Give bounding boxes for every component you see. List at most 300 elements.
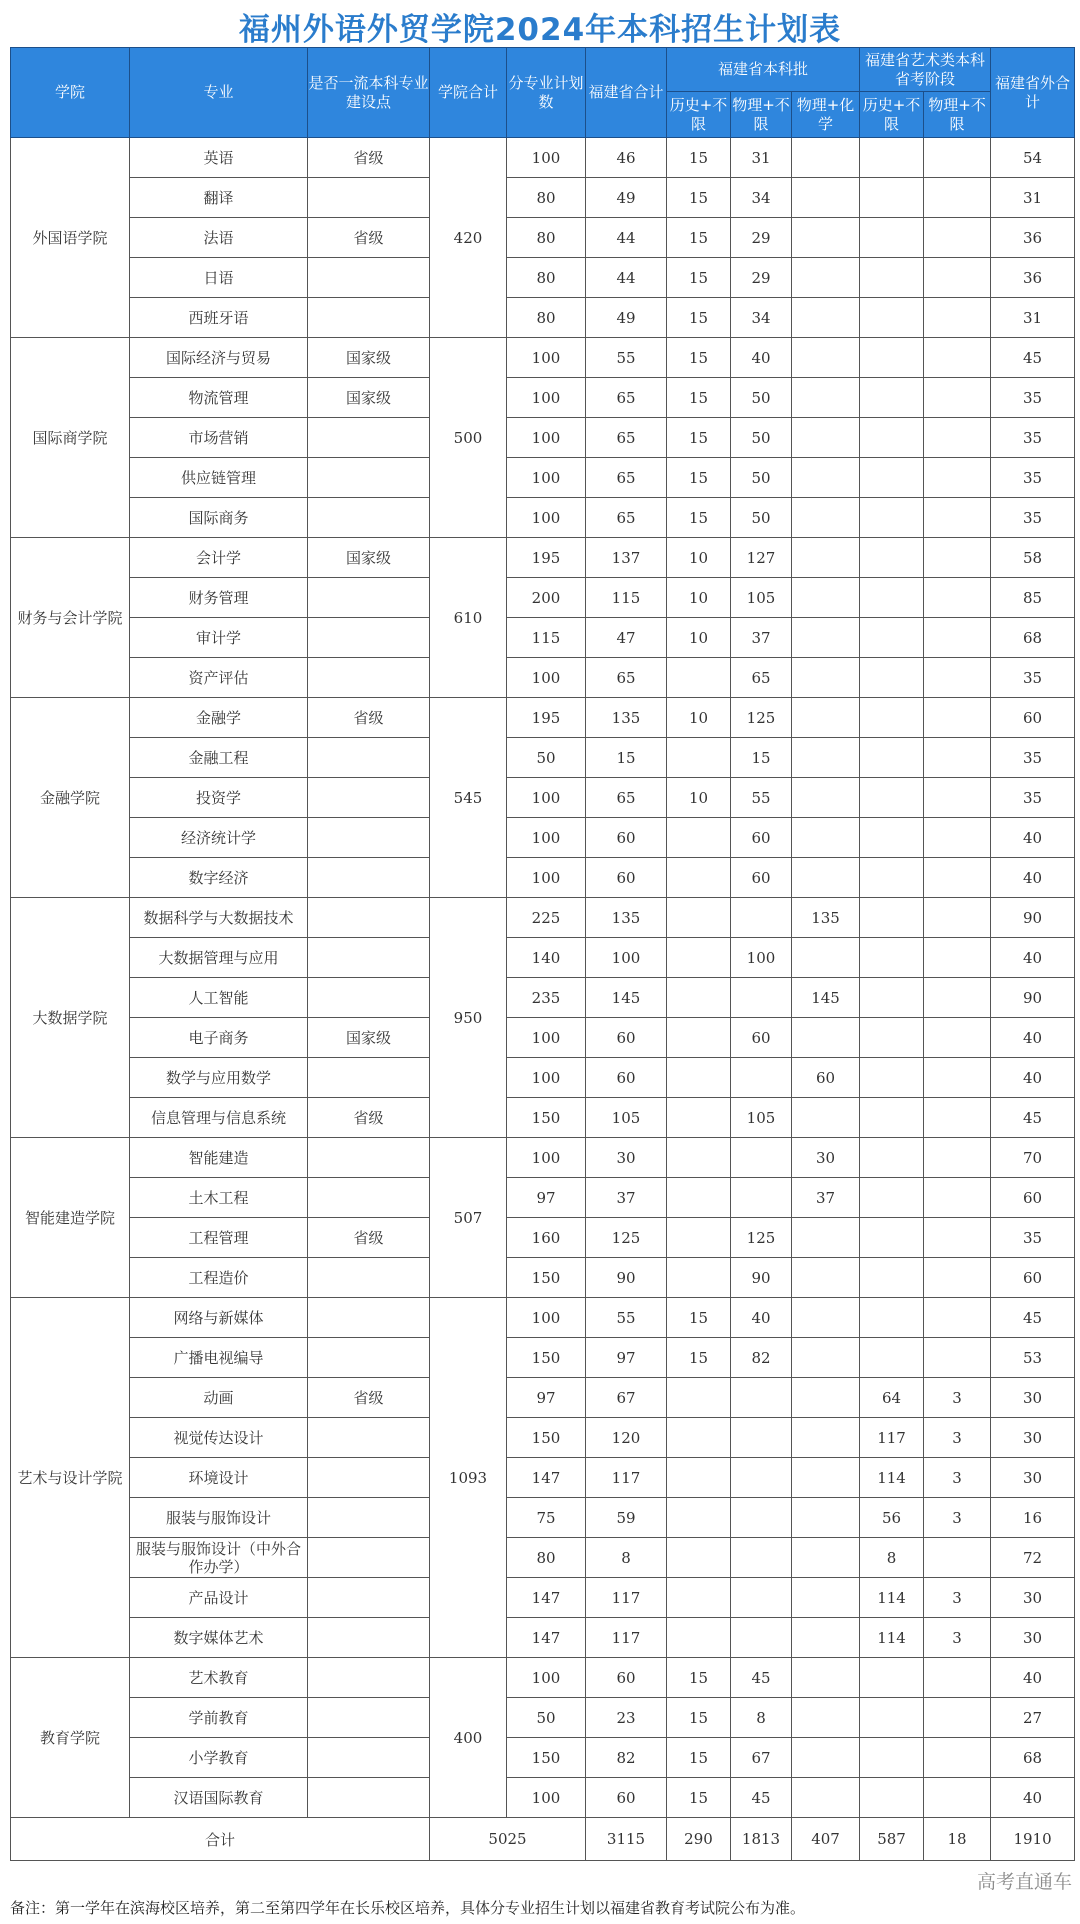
first-class-cell	[308, 738, 430, 778]
physchem-cell: 30	[792, 1138, 860, 1178]
total-art-hist: 587	[860, 1818, 924, 1861]
first-class-cell	[308, 1738, 430, 1778]
table-row	[11, 1258, 1075, 1298]
physchem-cell	[792, 218, 860, 258]
hist-cell: 10	[667, 778, 731, 818]
first-class-cell: 省级	[308, 1098, 430, 1138]
header-plan: 分专业计划数	[507, 48, 586, 138]
out-total-cell: 85	[991, 578, 1075, 618]
physchem-cell	[792, 498, 860, 538]
plan-cell: 100	[507, 778, 586, 818]
art-phys-cell	[924, 338, 991, 378]
table-row	[11, 1698, 1075, 1738]
physchem-cell	[792, 1698, 860, 1738]
hist-cell	[667, 858, 731, 898]
fj-total-cell: 135	[586, 698, 667, 738]
phys-cell	[731, 1058, 792, 1098]
header-first-class: 是否一流本科专业建设点	[308, 48, 430, 138]
art-phys-cell: 3	[924, 1618, 991, 1658]
art-phys-cell	[924, 1058, 991, 1098]
major-cell: 环境设计	[130, 1458, 308, 1498]
physchem-cell	[792, 338, 860, 378]
total-phys: 1813	[731, 1818, 792, 1861]
art-hist-cell	[860, 1098, 924, 1138]
fj-total-cell: 82	[586, 1738, 667, 1778]
hist-cell	[667, 1178, 731, 1218]
total-out: 1910	[991, 1818, 1075, 1861]
header-college-total: 学院合计	[430, 48, 507, 138]
phys-cell: 127	[731, 538, 792, 578]
table-row	[11, 818, 1075, 858]
college-total: 400	[430, 1658, 507, 1818]
college-name: 金融学院	[11, 698, 130, 898]
art-hist-cell: 64	[860, 1378, 924, 1418]
phys-cell	[731, 1578, 792, 1618]
out-total-cell: 40	[991, 1658, 1075, 1698]
physchem-cell	[792, 258, 860, 298]
out-total-cell: 68	[991, 1738, 1075, 1778]
phys-cell	[731, 1498, 792, 1538]
out-total-cell: 31	[991, 298, 1075, 338]
hist-cell	[667, 1138, 731, 1178]
physchem-cell	[792, 1218, 860, 1258]
phys-cell: 125	[731, 1218, 792, 1258]
plan-cell: 100	[507, 338, 586, 378]
phys-cell: 37	[731, 618, 792, 658]
table-row	[11, 1338, 1075, 1378]
first-class-cell	[308, 1458, 430, 1498]
art-phys-cell	[924, 258, 991, 298]
plan-cell: 100	[507, 1658, 586, 1698]
plan-cell: 140	[507, 938, 586, 978]
first-class-cell	[308, 1178, 430, 1218]
first-class-cell	[308, 1418, 430, 1458]
plan-cell: 97	[507, 1378, 586, 1418]
major-cell: 投资学	[130, 778, 308, 818]
plan-cell: 80	[507, 258, 586, 298]
phys-cell: 55	[731, 778, 792, 818]
phys-cell	[731, 978, 792, 1018]
table-row	[11, 258, 1075, 298]
table-row	[11, 1218, 1075, 1258]
fj-total-cell: 60	[586, 1778, 667, 1818]
header-art-hist: 历史+不限	[860, 92, 924, 138]
phys-cell: 40	[731, 1298, 792, 1338]
hist-cell: 15	[667, 138, 731, 178]
major-cell: 翻译	[130, 178, 308, 218]
plan-cell: 100	[507, 818, 586, 858]
major-cell: 会计学	[130, 538, 308, 578]
table-row	[11, 1378, 1075, 1418]
major-cell: 视觉传达设计	[130, 1418, 308, 1458]
fj-total-cell: 47	[586, 618, 667, 658]
phys-cell: 50	[731, 498, 792, 538]
plan-cell: 160	[507, 1218, 586, 1258]
plan-cell: 195	[507, 698, 586, 738]
fj-total-cell: 117	[586, 1618, 667, 1658]
hist-cell	[667, 938, 731, 978]
phys-cell	[731, 1418, 792, 1458]
college-total: 545	[430, 698, 507, 898]
table-row	[11, 1538, 1075, 1578]
physchem-cell	[792, 378, 860, 418]
plan-cell: 150	[507, 1338, 586, 1378]
first-class-cell	[308, 1258, 430, 1298]
physchem-cell	[792, 658, 860, 698]
major-cell: 土木工程	[130, 1178, 308, 1218]
fj-total-cell: 65	[586, 378, 667, 418]
plan-cell: 150	[507, 1258, 586, 1298]
college-total: 500	[430, 338, 507, 538]
out-total-cell: 30	[991, 1418, 1075, 1458]
major-cell: 资产评估	[130, 658, 308, 698]
physchem-cell	[792, 778, 860, 818]
header-phys: 物理+不限	[731, 92, 792, 138]
plan-cell: 100	[507, 658, 586, 698]
header-art: 福建省艺术类本科省考阶段	[860, 48, 991, 92]
major-cell: 金融工程	[130, 738, 308, 778]
art-hist-cell: 56	[860, 1498, 924, 1538]
hist-cell: 10	[667, 538, 731, 578]
page-title: 福州外语外贸学院2024年本科招生计划表	[238, 12, 842, 48]
physchem-cell	[792, 1498, 860, 1538]
art-hist-cell	[860, 1218, 924, 1258]
phys-cell: 34	[731, 298, 792, 338]
hist-cell	[667, 1018, 731, 1058]
fj-total-cell: 65	[586, 418, 667, 458]
art-phys-cell	[924, 498, 991, 538]
phys-cell: 60	[731, 818, 792, 858]
first-class-cell	[308, 498, 430, 538]
phys-cell: 45	[731, 1658, 792, 1698]
out-total-cell: 35	[991, 778, 1075, 818]
hist-cell: 15	[667, 178, 731, 218]
physchem-cell	[792, 1618, 860, 1658]
fj-total-cell: 60	[586, 858, 667, 898]
art-phys-cell	[924, 698, 991, 738]
out-total-cell: 40	[991, 818, 1075, 858]
college-total: 950	[430, 898, 507, 1138]
first-class-cell	[308, 858, 430, 898]
major-cell: 国际经济与贸易	[130, 338, 308, 378]
physchem-cell	[792, 818, 860, 858]
first-class-cell	[308, 1698, 430, 1738]
hist-cell: 15	[667, 218, 731, 258]
major-cell: 人工智能	[130, 978, 308, 1018]
physchem-cell	[792, 1018, 860, 1058]
first-class-cell: 国家级	[308, 378, 430, 418]
fj-total-cell: 44	[586, 258, 667, 298]
phys-cell	[731, 898, 792, 938]
physchem-cell	[792, 1298, 860, 1338]
out-total-cell: 35	[991, 1218, 1075, 1258]
major-cell: 经济统计学	[130, 818, 308, 858]
college-total: 1093	[430, 1298, 507, 1658]
physchem-cell	[792, 858, 860, 898]
phys-cell: 60	[731, 858, 792, 898]
art-phys-cell	[924, 418, 991, 458]
art-phys-cell	[924, 1738, 991, 1778]
out-total-cell: 54	[991, 138, 1075, 178]
college-name: 教育学院	[11, 1658, 130, 1818]
art-phys-cell: 3	[924, 1498, 991, 1538]
plan-cell: 150	[507, 1418, 586, 1458]
major-cell: 市场营销	[130, 418, 308, 458]
fj-total-cell: 60	[586, 1018, 667, 1058]
hist-cell	[667, 1498, 731, 1538]
fj-total-cell: 137	[586, 538, 667, 578]
art-hist-cell	[860, 1338, 924, 1378]
plan-cell: 150	[507, 1098, 586, 1138]
hist-cell: 15	[667, 1298, 731, 1338]
physchem-cell	[792, 1418, 860, 1458]
hist-cell: 10	[667, 618, 731, 658]
hist-cell	[667, 898, 731, 938]
table-row	[11, 498, 1075, 538]
first-class-cell: 省级	[308, 1378, 430, 1418]
phys-cell: 125	[731, 698, 792, 738]
header-out-total: 福建省外合计	[991, 48, 1075, 138]
physchem-cell	[792, 618, 860, 658]
art-phys-cell	[924, 1658, 991, 1698]
art-phys-cell	[924, 858, 991, 898]
art-hist-cell	[860, 698, 924, 738]
major-cell: 网络与新媒体	[130, 1298, 308, 1338]
hist-cell: 15	[667, 298, 731, 338]
art-phys-cell: 3	[924, 1418, 991, 1458]
art-hist-cell	[860, 138, 924, 178]
major-cell: 汉语国际教育	[130, 1778, 308, 1818]
phys-cell: 15	[731, 738, 792, 778]
physchem-cell	[792, 1738, 860, 1778]
table-row	[11, 1178, 1075, 1218]
first-class-cell	[308, 778, 430, 818]
first-class-cell	[308, 1138, 430, 1178]
plan-cell: 97	[507, 1178, 586, 1218]
plan-cell: 100	[507, 1058, 586, 1098]
table-row	[11, 1738, 1075, 1778]
physchem-cell	[792, 458, 860, 498]
major-cell: 审计学	[130, 618, 308, 658]
major-cell: 日语	[130, 258, 308, 298]
plan-cell: 80	[507, 178, 586, 218]
first-class-cell	[308, 618, 430, 658]
fj-total-cell: 46	[586, 138, 667, 178]
total-physchem: 407	[792, 1818, 860, 1861]
major-cell: 服装与服饰设计	[130, 1498, 308, 1538]
art-phys-cell: 3	[924, 1378, 991, 1418]
phys-cell: 29	[731, 258, 792, 298]
plan-cell: 235	[507, 978, 586, 1018]
watermark: 高考直通车	[976, 1871, 1072, 1893]
art-hist-cell: 114	[860, 1618, 924, 1658]
hist-cell	[667, 1258, 731, 1298]
major-cell: 信息管理与信息系统	[130, 1098, 308, 1138]
out-total-cell: 40	[991, 1018, 1075, 1058]
physchem-cell	[792, 578, 860, 618]
art-phys-cell	[924, 378, 991, 418]
out-total-cell: 58	[991, 538, 1075, 578]
out-total-cell: 45	[991, 338, 1075, 378]
plan-cell: 147	[507, 1458, 586, 1498]
first-class-cell: 省级	[308, 218, 430, 258]
art-hist-cell	[860, 458, 924, 498]
phys-cell: 105	[731, 1098, 792, 1138]
plan-cell: 200	[507, 578, 586, 618]
art-hist-cell	[860, 1058, 924, 1098]
totals-label: 合计	[11, 1818, 430, 1861]
hist-cell: 15	[667, 338, 731, 378]
major-cell: 数据科学与大数据技术	[130, 898, 308, 938]
art-phys-cell	[924, 1258, 991, 1298]
out-total-cell: 40	[991, 1778, 1075, 1818]
fj-total-cell: 65	[586, 498, 667, 538]
physchem-cell: 37	[792, 1178, 860, 1218]
art-hist-cell	[860, 1658, 924, 1698]
art-hist-cell	[860, 1738, 924, 1778]
plan-cell: 80	[507, 298, 586, 338]
hist-cell	[667, 1058, 731, 1098]
table-row	[11, 1138, 1075, 1178]
art-hist-cell	[860, 498, 924, 538]
first-class-cell	[308, 978, 430, 1018]
art-phys-cell	[924, 1018, 991, 1058]
plan-cell: 195	[507, 538, 586, 578]
first-class-cell	[308, 818, 430, 858]
fj-total-cell: 117	[586, 1578, 667, 1618]
phys-cell: 45	[731, 1778, 792, 1818]
hist-cell: 15	[667, 498, 731, 538]
header-major: 专业	[130, 48, 308, 138]
phys-cell	[731, 1138, 792, 1178]
first-class-cell	[308, 298, 430, 338]
fj-total-cell: 115	[586, 578, 667, 618]
major-cell: 数字媒体艺术	[130, 1618, 308, 1658]
total-plan: 5025	[430, 1818, 586, 1861]
phys-cell: 65	[731, 658, 792, 698]
college-name: 国际商学院	[11, 338, 130, 538]
major-cell: 法语	[130, 218, 308, 258]
first-class-cell	[308, 658, 430, 698]
physchem-cell	[792, 418, 860, 458]
phys-cell: 82	[731, 1338, 792, 1378]
art-hist-cell	[860, 178, 924, 218]
art-hist-cell: 117	[860, 1418, 924, 1458]
art-phys-cell	[924, 1698, 991, 1738]
total-hist: 290	[667, 1818, 731, 1861]
fj-total-cell: 59	[586, 1498, 667, 1538]
first-class-cell	[308, 578, 430, 618]
hist-cell: 15	[667, 1698, 731, 1738]
art-phys-cell	[924, 298, 991, 338]
table-row	[11, 218, 1075, 258]
major-cell: 小学教育	[130, 1738, 308, 1778]
out-total-cell: 45	[991, 1098, 1075, 1138]
art-hist-cell	[860, 858, 924, 898]
art-phys-cell	[924, 578, 991, 618]
total-fj: 3115	[586, 1818, 667, 1861]
art-phys-cell	[924, 658, 991, 698]
physchem-cell	[792, 538, 860, 578]
college-total: 420	[430, 138, 507, 338]
art-hist-cell: 114	[860, 1458, 924, 1498]
plan-cell: 100	[507, 138, 586, 178]
table-row	[11, 178, 1075, 218]
table-row	[11, 538, 1075, 578]
hist-cell: 15	[667, 1738, 731, 1778]
art-hist-cell	[860, 418, 924, 458]
plan-cell: 50	[507, 1698, 586, 1738]
out-total-cell: 45	[991, 1298, 1075, 1338]
phys-cell	[731, 1458, 792, 1498]
physchem-cell	[792, 298, 860, 338]
plan-cell: 100	[507, 418, 586, 458]
out-total-cell: 40	[991, 1058, 1075, 1098]
major-cell: 英语	[130, 138, 308, 178]
hist-cell	[667, 978, 731, 1018]
fj-total-cell: 15	[586, 738, 667, 778]
major-cell: 国际商务	[130, 498, 308, 538]
table-row	[11, 1498, 1075, 1538]
phys-cell: 67	[731, 1738, 792, 1778]
table-row	[11, 1658, 1075, 1698]
art-phys-cell	[924, 1138, 991, 1178]
fj-total-cell: 105	[586, 1098, 667, 1138]
hist-cell: 15	[667, 378, 731, 418]
footnote: 备注：第一学年在滨海校区培养，第二至第四学年在长乐校区培养，具体分专业招生计划以福建省教育考试院公布为准。	[10, 1899, 806, 1917]
art-hist-cell	[860, 258, 924, 298]
phys-cell	[731, 1618, 792, 1658]
out-total-cell: 30	[991, 1578, 1075, 1618]
first-class-cell	[308, 898, 430, 938]
major-cell: 电子商务	[130, 1018, 308, 1058]
hist-cell: 15	[667, 1658, 731, 1698]
phys-cell: 90	[731, 1258, 792, 1298]
fj-total-cell: 23	[586, 1698, 667, 1738]
art-hist-cell	[860, 778, 924, 818]
fj-total-cell: 67	[586, 1378, 667, 1418]
out-total-cell: 90	[991, 898, 1075, 938]
header-fj-batch: 福建省本科批	[667, 48, 860, 92]
art-phys-cell	[924, 818, 991, 858]
plan-cell: 225	[507, 898, 586, 938]
phys-cell	[731, 1178, 792, 1218]
plan-cell: 115	[507, 618, 586, 658]
art-hist-cell	[860, 298, 924, 338]
college-total: 610	[430, 538, 507, 698]
table-row	[11, 298, 1075, 338]
hist-cell	[667, 1378, 731, 1418]
physchem-cell	[792, 178, 860, 218]
first-class-cell	[308, 418, 430, 458]
phys-cell: 105	[731, 578, 792, 618]
art-phys-cell	[924, 1178, 991, 1218]
art-hist-cell	[860, 978, 924, 1018]
first-class-cell	[308, 1618, 430, 1658]
plan-cell: 100	[507, 1138, 586, 1178]
hist-cell	[667, 1418, 731, 1458]
plan-cell: 100	[507, 1778, 586, 1818]
physchem-cell: 145	[792, 978, 860, 1018]
table-row	[11, 418, 1075, 458]
art-phys-cell	[924, 1778, 991, 1818]
major-cell: 服装与服饰设计（中外合作办学）	[130, 1538, 308, 1578]
table-row	[11, 938, 1075, 978]
major-cell: 大数据管理与应用	[130, 938, 308, 978]
fj-total-cell: 55	[586, 338, 667, 378]
college-name: 艺术与设计学院	[11, 1298, 130, 1658]
art-phys-cell	[924, 938, 991, 978]
